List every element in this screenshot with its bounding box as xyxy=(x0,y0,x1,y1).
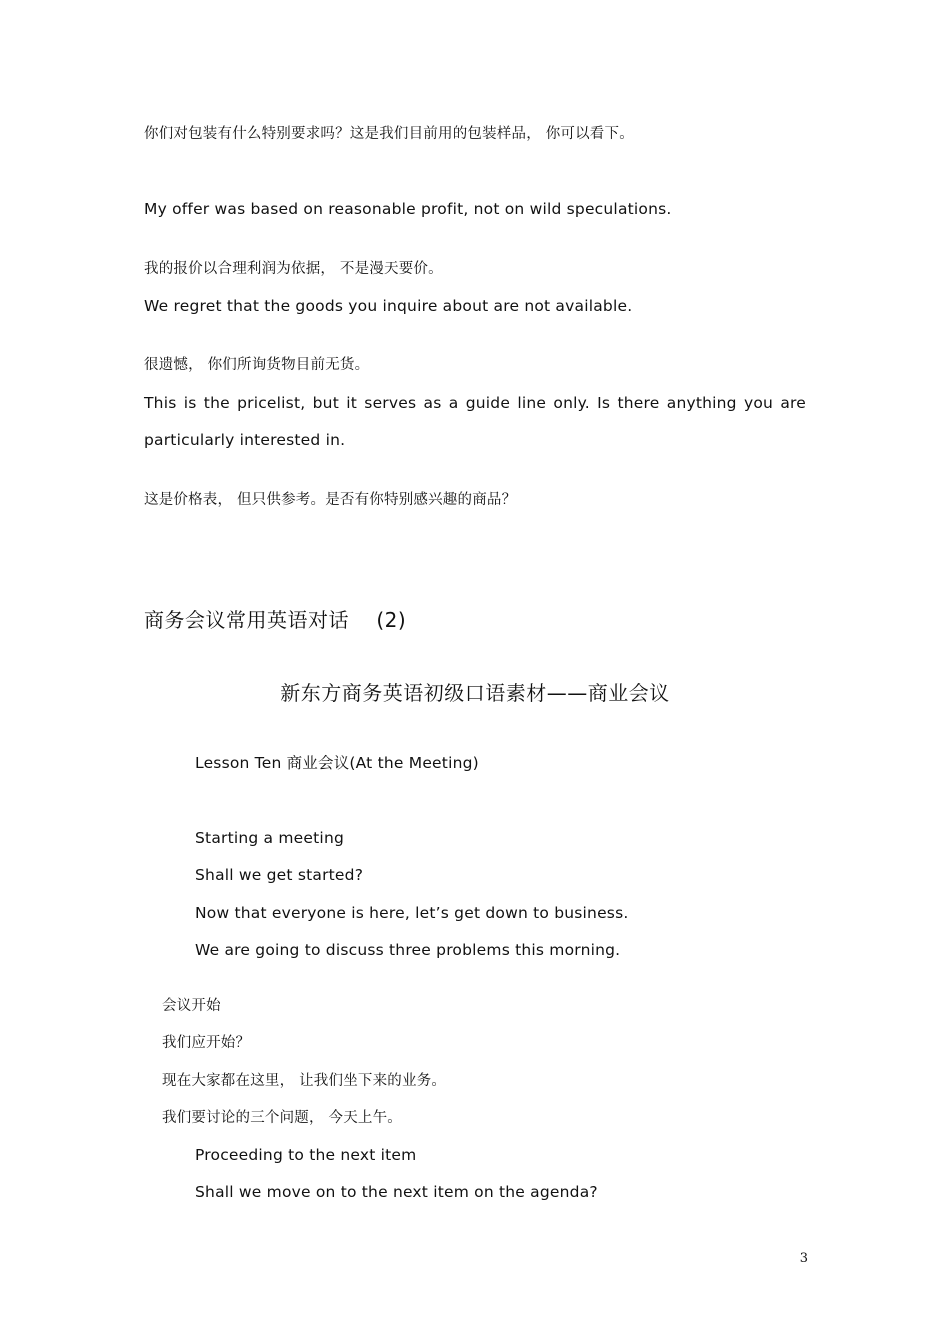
chinese-text-line: 你们对包装有什么特别要求吗？这是我们目前用的包装样品， 你可以看下。 xyxy=(144,126,634,142)
chinese-text-line: 我们应开始？ xyxy=(162,1035,251,1051)
page-number: 3 xyxy=(799,1251,808,1266)
section-heading: 商务会议常用英语对话 (2) xyxy=(144,608,407,632)
english-text-line: Now that everyone is here, let’s get down to business. xyxy=(195,904,629,922)
chinese-text-line: 现在大家都在这里， 让我们坐下来的业务。 xyxy=(162,1073,447,1089)
chinese-text-line: 会议开始 xyxy=(162,998,221,1014)
english-text-line: Shall we get started? xyxy=(195,866,364,884)
english-text-line: Starting a meeting xyxy=(195,829,345,847)
english-text-line-justified: This is the pricelist, but it serves as a guide line only. Is there anything you are xyxy=(144,394,806,412)
english-text-line: particularly interested in. xyxy=(144,431,346,449)
english-text-line: Proceeding to the next item xyxy=(195,1146,417,1164)
chinese-text-line: 很遗憾， 你们所询货物目前无货。 xyxy=(144,357,370,373)
section-subheading: 新东方商务英语初级口语素材——商业会议 xyxy=(280,681,670,705)
english-text-line: We regret that the goods you inquire about are not available. xyxy=(144,297,633,315)
chinese-text-line: 这是价格表， 但只供参考。是否有你特别感兴趣的商品？ xyxy=(144,492,517,508)
english-text-line: My offer was based on reasonable profit, not on wild speculations. xyxy=(144,200,672,218)
lesson-title: Lesson Ten 商业会议(At the Meeting) xyxy=(195,754,479,772)
chinese-text-line: 我的报价以合理利润为依据， 不是漫天要价。 xyxy=(144,261,443,277)
english-text-line: Shall we move on to the next item on the agenda? xyxy=(195,1183,598,1201)
chinese-text-line: 我们要讨论的三个问题， 今天上午。 xyxy=(162,1110,403,1126)
english-text-line: We are going to discuss three problems this morning. xyxy=(195,941,621,959)
